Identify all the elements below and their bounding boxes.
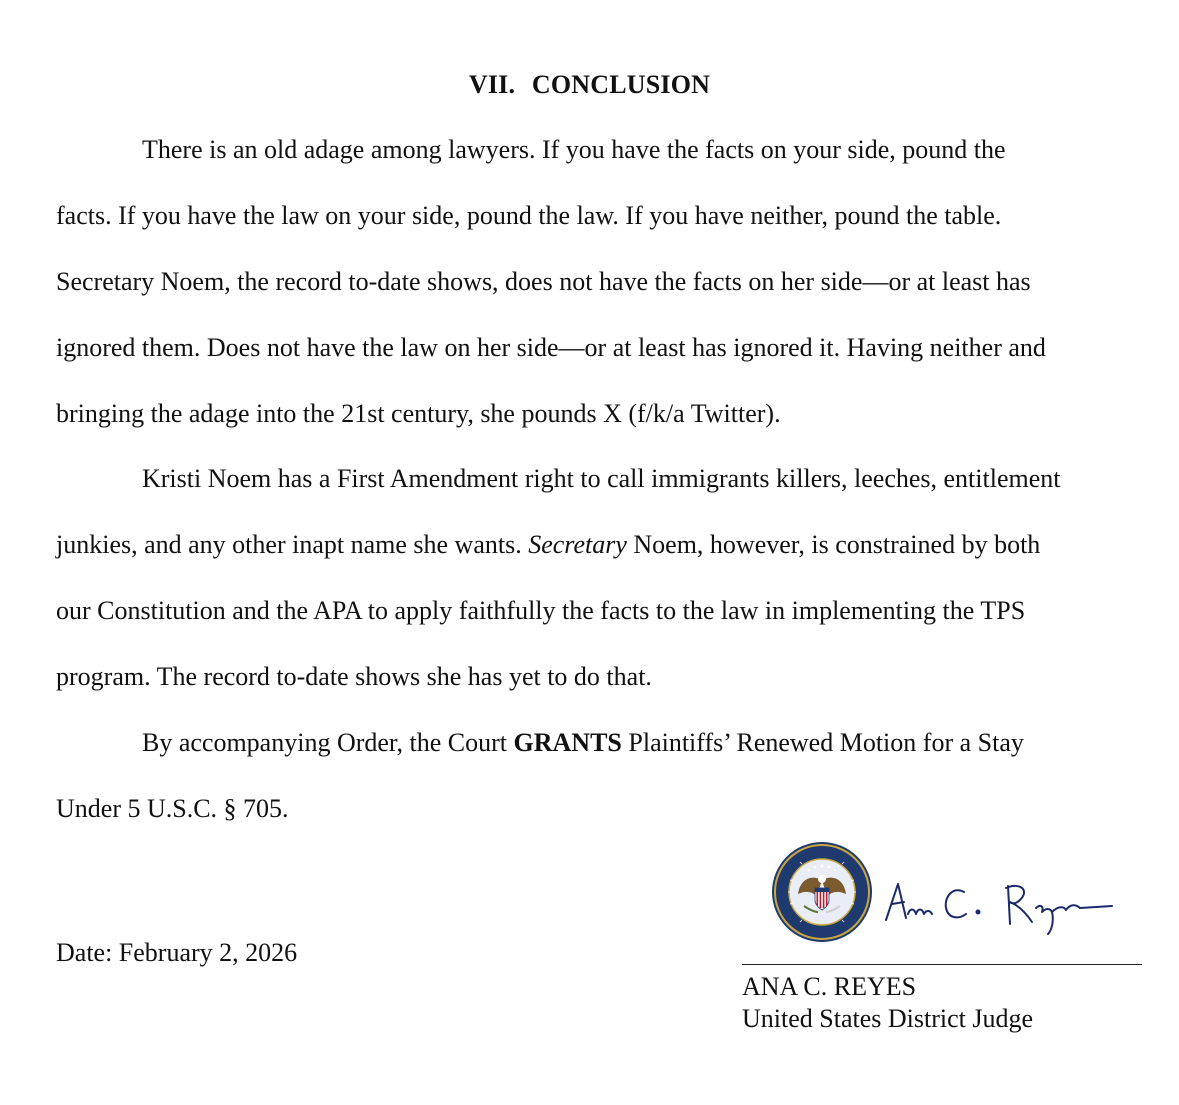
paragraph-3-line-1-text-a: By accompanying Order, the Court bbox=[142, 728, 514, 757]
signature-block bbox=[740, 840, 1150, 1040]
signature-line bbox=[742, 964, 1142, 965]
section-heading bbox=[0, 70, 1179, 100]
judge-name: ANA C. REYES bbox=[742, 972, 917, 1001]
paragraph-2-line-2-text-a: junkies, and any other inapt name she wants. bbox=[56, 530, 529, 559]
judge-title: United States District Judge bbox=[742, 1004, 1034, 1033]
paragraph-1-line-2: facts. If you have the law on your side, pound the law. If you have neither, pound the table. bbox=[56, 201, 1002, 230]
paragraph-1-line-4: ignored them. Does not have the law on her side—or at least has ignored it. Having neither and bbox=[56, 333, 1046, 362]
paragraph-2-line-2-text-b: Noem, however, is constrained by both bbox=[626, 530, 1041, 559]
paragraph-2-line-2 bbox=[56, 532, 1040, 558]
paragraph-3-bold-grants: GRANTS bbox=[513, 728, 622, 757]
handwritten-signature-icon bbox=[880, 868, 1140, 938]
section-title: CONCLUSION bbox=[531, 70, 711, 99]
paragraph-2-line-1: Kristi Noem has a First Amendment right to call immigrants killers, leeches, entitlement bbox=[142, 464, 1061, 493]
paragraph-3-line-1 bbox=[142, 730, 1024, 756]
paragraph-1-line-3: Secretary Noem, the record to-date shows, does not have the facts on her side—or at least has bbox=[56, 267, 1031, 296]
paragraph-1-line-5: bringing the adage into the 21st century, she pounds X (f/k/a Twitter). bbox=[56, 399, 781, 428]
paragraph-2-italic-secretary: Secretary bbox=[528, 530, 627, 559]
court-seal-icon bbox=[770, 840, 874, 944]
date-line: Date: February 2, 2026 bbox=[56, 938, 298, 967]
paragraph-1-line-1: There is an old adage among lawyers. If you have the facts on your side, pound the bbox=[142, 135, 1006, 164]
paragraph-2-line-3: our Constitution and the APA to apply faithfully the facts to the law in implementing the TPS bbox=[56, 596, 1026, 625]
paragraph-2-line-4: program. The record to-date shows she has yet to do that. bbox=[56, 662, 652, 691]
paragraph-3-line-1-text-b: Plaintiffs’ Renewed Motion for a Stay bbox=[621, 728, 1024, 757]
paragraph-3-line-2: Under 5 U.S.C. § 705. bbox=[56, 794, 289, 823]
section-number: VII. bbox=[468, 70, 516, 99]
